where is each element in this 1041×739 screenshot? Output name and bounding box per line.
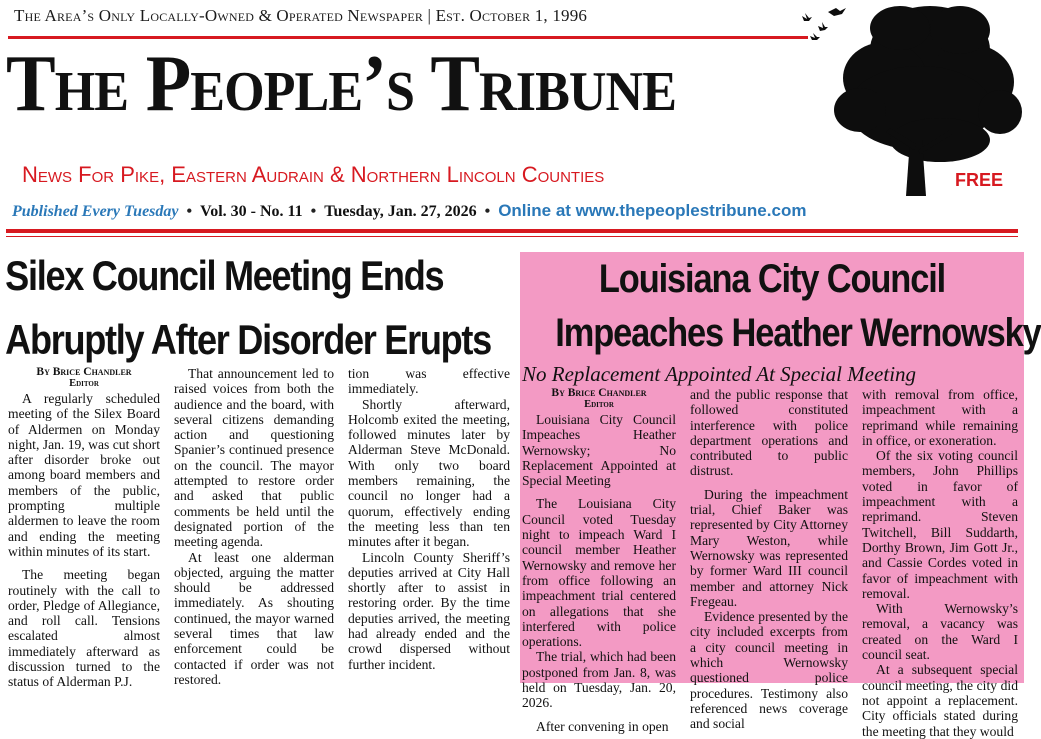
- price-label: FREE: [955, 170, 1004, 190]
- paragraph: During the impeachment trial, Chief Baker was represented by City Attorney Mary Weston, while Wernowsky was represented by former Ward III council member and attorney Nick Fregeau.: [690, 486, 848, 609]
- headline-louisiana-line1: Louisiana City Council: [598, 257, 946, 301]
- headline-silex-line2: Abruptly After Disorder Erupts: [5, 316, 491, 363]
- paragraph: Lincoln County Sheriff’s deputies arrived at City Hall shortly after to assist in restoring order. By the time deputies arrived, the meeting had already ended and the crowd dispersed without further incident.: [348, 549, 510, 672]
- story-column: [348, 366, 510, 690]
- story-column: [862, 387, 1018, 739]
- paragraph: Louisiana City Council Impeaches Heather Wernowsky; No Replacement Appointed at Special Meeting: [522, 412, 676, 489]
- paragraph: At least one alderman objected, arguing the matter should be addressed immediately. As shouting continued, the mayor warned several times that law enforcement could be contacted if order was not restored.: [174, 549, 334, 687]
- paragraph: with removal from office, impeachment with a reprimand while remaining in office, or exoneration.: [862, 387, 1018, 448]
- story-column: [174, 366, 334, 690]
- paragraph: tion was effective immediately.: [348, 366, 510, 397]
- story-column: [8, 366, 160, 690]
- volume-number: Vol. 30 - No. 11: [200, 203, 303, 220]
- paragraph: and the public response that followed constituted interference with police department operations and contributed to public distrust.: [690, 387, 848, 479]
- separator: •: [310, 203, 317, 220]
- publication-schedule: Published Every Tuesday: [12, 203, 179, 220]
- paragraph: The trial, which had been postponed from Jan. 8, was held on Tuesday, Jan. 20, 2026.: [522, 649, 676, 711]
- story-column: [690, 387, 848, 739]
- newspaper-title: The People’s Tribune: [6, 40, 677, 128]
- story-column: [522, 387, 676, 739]
- paragraph: After convening in open: [536, 718, 669, 734]
- headline-silex-line1: Silex Council Meeting Ends: [5, 252, 444, 299]
- paragraph: Of the six voting council members, John Phillips voted in favor of impeachment with a reprimand. Steven Twitchell, Bill Suddarth, Dorthy Brown, Jim Gott Jr., and Cassie Cordes voted in favor of impeachment with removal.: [862, 448, 1018, 601]
- byline-name: By Brice Chandler: [36, 366, 132, 378]
- separator: •: [186, 203, 193, 220]
- paragraph: A regularly scheduled meeting of the Silex Board of Aldermen on Monday night, Jan. 19, was cut short after disorder broke out among board members and members of the public, prompting multiple aldermen to leave the room and ending the meeting within minutes of its start.: [8, 391, 160, 559]
- paragraph: The Louisiana City Council voted Tuesday night to impeach Ward I council member Heather Wernowsky and remove her from office following an impeachment trial centered on allegations that she interfered with police operations.: [522, 496, 676, 650]
- headline-louisiana-line2: Impeaches Heather Wernowsky: [555, 311, 1041, 355]
- paragraph: That announcement led to raised voices from both the audience and the board, with several citizens demanding action and questioning Spanier’s continued presence on the council. The mayor attempted to restore order and asked that public comments be held until the designated portion of the meeting agenda.: [174, 366, 334, 550]
- paragraph: With Wernowsky’s removal, a vacancy was created on the Ward I council seat.: [862, 601, 1018, 663]
- story-silex-council: [0, 244, 516, 690]
- paragraph: The meeting began routinely with the call to order, Pledge of Allegiance, and roll call. Tensions escalated almost immediately afterward as discussion turned to the status of Alderman P.J.: [8, 567, 160, 690]
- website-link[interactable]: Online at www.thepeoplestribune.com: [498, 201, 807, 220]
- story-louisiana-council: [520, 252, 1041, 739]
- paragraph: Shortly afterward, Holcomb exited the meeting, followed minutes later by Alderman Steve McDonald. With only two board members remaining, the council no longer had a quorum, effectively ending the meeting less than ten minutes after it began.: [348, 396, 510, 550]
- coverage-area: News For Pike, Eastern Audrain & Northern Lincoln Counties: [22, 162, 605, 187]
- separator: •: [484, 203, 491, 220]
- subheadline: No Replacement Appointed At Special Meeting: [522, 362, 917, 386]
- byline-role: Editor: [584, 399, 614, 410]
- masthead-top-rule: [8, 36, 808, 39]
- paragraph: Evidence presented by the city included excerpts from a city council meeting in which Wernowsky questioned police procedures. Testimony also referenced news coverage and social: [690, 609, 848, 732]
- byline-name: By Brice Chandler: [551, 387, 647, 399]
- issue-date: Tuesday, Jan. 27, 2026: [324, 203, 477, 220]
- byline-role: Editor: [69, 378, 99, 389]
- masthead-bottom-rule: [6, 229, 1018, 233]
- masthead-bottom-thin-rule: [6, 236, 1018, 237]
- issue-info-bar: [12, 201, 1018, 221]
- masthead-tagline: The Area’s Only Locally-Owned & Operated Newspaper | Est. October 1, 1996: [14, 6, 588, 25]
- paragraph: At a subsequent special council meeting, the city did not appoint a replacement. City officials stated during the meeting that they would: [862, 662, 1018, 739]
